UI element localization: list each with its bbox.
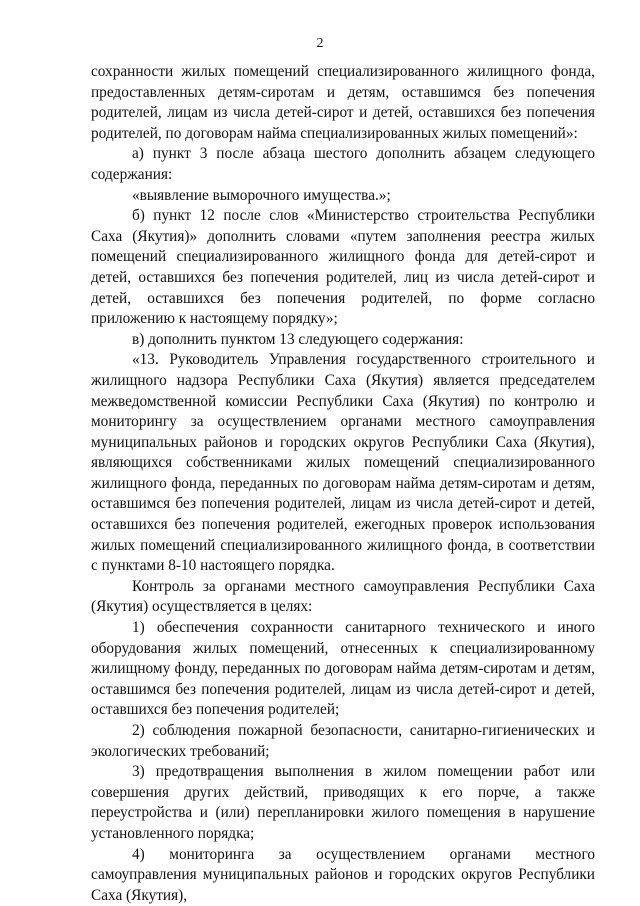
- paragraph-item-b: б) пункт 12 после слов «Министерство строительства Республики Саха (Якутия)» дополнить словами «путем заполнения реестра жилых помещений специализированного жилищного фонда для детей-сирот и детей, оставшихся без попечения родителей, лиц из числа детей-сирот и детей, оставшихся без попечения родителей, по форме согласно приложению к настоящему порядку»;: [91, 207, 595, 328]
- paragraph-quote-escheat: «выявление выморочного имущества.»;: [132, 186, 391, 204]
- paragraph-control-purposes: Контроль за органами местного самоуправления Республики Саха (Якутия) осуществляется в целях:: [91, 577, 595, 616]
- list-item-4: 4) мониторинга за осуществлением органами местного самоуправления муниципальных районов и городских округов Республики Саха (Якутия),: [91, 845, 595, 904]
- paragraph-item-c: в) дополнить пунктом 13 следующего содержания:: [132, 330, 464, 348]
- list-item-3: 3) предотвращения выполнения в жилом помещении работ или совершения других действий, приводящих к его порче, а также переустройства и (или) перепланировки жилого помещения в нарушение установленного порядка;: [91, 763, 595, 842]
- paragraph-continuation: сохранности жилых помещений специализированного жилищного фонда, предоставленных детям-сиротам и детям, оставшимся без попечения родителей, лицам из числа детей-сирот и детей, оставшихся без попечения родителей, по договорам найма специализированных жилых помещений»:: [91, 63, 595, 142]
- paragraph-point-13: «13. Руководитель Управления государственного строительного и жилищного надзора Республики Саха (Якутия) является председателем межведомственной комиссии Республики Саха (Якутия) по контролю и мониторингу за осуществлением органами местного самоуправления муниципальных районов и городских округов Республики Саха (Якутия), являющихся собственниками жилых помещений специализированного жилищного фонда, переданных по договорам найма детям-сиротам и детям, оставшимся без попечения родителей, лицам из числа детей-сирот и детей, оставшихся без попечения родителей, ежегодных проверок использования жилых помещений специализированного жилищного фонда, в соответствии с пунктами 8-10 настоящего порядка.: [91, 351, 595, 575]
- document-body: [91, 62, 595, 906]
- page-number: 2: [316, 36, 324, 51]
- list-item-1: 1) обеспечения сохранности санитарного технического и иного оборудования жилых помещений, отнесенных к специализированному жилищному фонду, переданных по договорам найма детям-сиротам и детям, оставшимся без попечения родителей, лицам из числа детей-сирот и детей, оставшихся без попечения родителей;: [91, 619, 595, 719]
- paragraph-item-a: а) пункт 3 после абзаца шестого дополнить абзацем следующего содержания:: [91, 145, 595, 183]
- list-item-2: 2) соблюдения пожарной безопасности, санитарно-гигиенических и экологических требований;: [91, 722, 595, 760]
